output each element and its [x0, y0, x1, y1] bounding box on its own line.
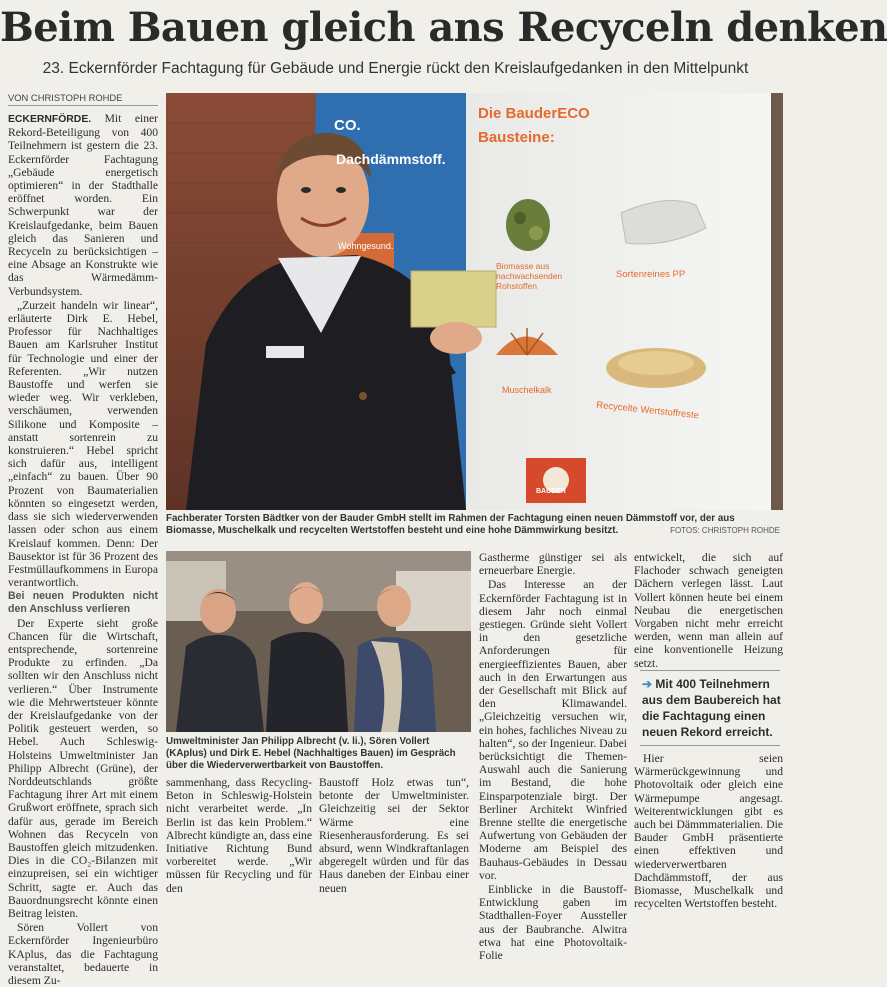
- section-subheading: Bei neuen Produkten nicht den Anschluss verlieren: [8, 590, 158, 615]
- small-photo-caption: Umweltminister Jan Philipp Albrecht (v. li.), Sören Vollert (KAplus) und Dirk E. Hebel (Nachhaltiges Bauen) im Gespräch über die Wiederverwertbarkeit von Baustoffen.: [166, 736, 456, 771]
- paragraph-3: Der Experte sieht große Chancen für die Wirtschaft, entsprechende, sortenreine Produkte zu erfinden. „Da sollten wir den Anschluss nicht verlieren.“ Über Instrumente wie die Mehrwertsteuer könnte der Kreislaufgedanke von der Politik gesteuert werden, so Hebel. Auch Schleswig-Holsteins Umweltminister Jan Philipp Albrecht (Grüne), der Norddeutschlands größte Fachtagung ihrer Art mit einem Grußwort eröffnete, sprach sich dafür aus, gerade im Bereich Wohnen das Recyceln von Baustoffen gleich mitzudenken. Dies in die CO₂-Bilanzen mit einzupreisen, sei ein wichtiger Schritt, sagte er. Auch das Bauordnungsrecht könnte einen Beitrag leisten.: [8, 616, 158, 920]
- product-badge: BAUDER: [536, 488, 566, 495]
- column-3-bottom-text: Baustoff Holz etwas tun“, betonte der Umweltminister. Gleichzeitig sei der Sektor Wärme eine Riesenherausforderung. Es sei absurd, wenn Windkraftanlagen abgeregelt würden und für das Haus daneben der Einbau einer neuen: [319, 776, 469, 895]
- board-item-biomasse: Biomasse aus nachwachsenden Rohstoffen: [496, 261, 563, 291]
- highlight-rule-top: [640, 670, 780, 671]
- highlight-text: Mit 400 Teilnehmern aus dem Baubereich hat die Fachtagung einen neuen Rekord erreicht.: [642, 677, 781, 739]
- banner-text-2: Dachdämmstoff.: [336, 151, 446, 167]
- arrow-right-icon: ➔: [642, 677, 653, 691]
- main-photo-caption: Fachberater Torsten Bädtker von der Bauder GmbH stellt im Rahmen der Fachtagung einen neuen Dämmstoff vor, der aus Biomasse, Muschelkalk und recycelten Wertstoffen besteht und eine hohe Dämmwirkung besitzt.: [166, 513, 735, 536]
- column-3-bottom: [319, 776, 469, 895]
- byline: VON CHRISTOPH ROHDE: [8, 92, 158, 106]
- column-3-top: Gastherme günstiger sei als erneuerbare Energie.: [479, 551, 627, 578]
- dateline: ECKERNFÖRDE.: [8, 114, 92, 125]
- paragraph-4: Sören Vollert von Eckernförder Ingenieurbüro KAplus, das die Fachtagung veranstaltet, bedauerte in diesem Zu-: [8, 921, 158, 987]
- paragraph-2: „Zurzeit handeln wir linear“, erläuterte Dirk E. Hebel, Professor für Nachhaltiges Bauen am Karlsruher Institut für Technologie und einer der Referenten. „Wir nutzen Baustoffe und werfen sie wieder weg. Wir verkleben, verschäumen, verwenden Silikone und Komposite – anstatt sortenrein zu konstruieren.“ Hebel spricht sich dafür aus, intelligent „einfach“ zu bauen. Über 90 Prozent von Baumaterialien könnten so eingesetzt werden, dass sie sich wiederverwenden lassen oder schon aus einem Kreislauf kommen. Denn: Der Bausektor ist für 36 Prozent des Festmüllaufkommens in Europa verantwortlich.: [8, 298, 158, 590]
- highlight-box: [642, 676, 782, 740]
- column-2: [166, 776, 312, 895]
- banner-text-1: CO.: [334, 117, 361, 134]
- photo-credit: FOTOS: CHRISTOPH ROHDE: [670, 526, 780, 535]
- column-2-text: sammenhang, dass Recycling-Beton in Schleswig-Holstein nicht verarbeitet werde. „In Berlin ist das kein Problem.“ Albrecht kündigte an, dass eine Initiative Richtung Bund vorbereitet werde. „Wir müssen für Recycling und für den: [166, 776, 312, 895]
- column-4-bottom: [634, 752, 783, 911]
- main-photo: [166, 93, 783, 510]
- column-1: [8, 112, 158, 987]
- board-item-muschelkalk: Muschelkalk: [502, 385, 552, 395]
- main-photo-illustration: [166, 93, 783, 510]
- board-item-pp: Sortenreines PP: [616, 269, 686, 280]
- column-4: [634, 551, 783, 670]
- paragraph-1-text: Mit einer Rekord-Beteiligung von 400 Teilnehmern ist gestern die 23. Eckernförder Fachtagung „Gebäude energetisch optimieren“ in der Stadthalle eröffnet worden. Ein Schwerpunkt war der Kreislaufgedanke, beim Bauen gleich das Sanieren und Recyceln zu berücksichtigen – eine Absage an Konstrukte wie das Wärmedämm-Verbundsystem.: [8, 112, 158, 298]
- small-photo: [166, 551, 471, 732]
- small-photo-illustration: [166, 551, 471, 732]
- column-3: [479, 551, 627, 963]
- column-4-paragraph-1: entwickelt, die sich auf Flachoder schwach geneigten Dächern verlegen lässt. Laut Vollert können heute bei einem Neubau die energetischen Vorgaben nicht mehr erreicht werden, wenn man allein auf eine konventionelle Heizung setzt.: [634, 551, 783, 670]
- headline: Beim Bauen gleich ans Recyceln denken: [0, 4, 887, 51]
- column-3-paragraph-2: Einblicke in die Baustoff-Entwicklung gaben im Stadthallen-Foyer Aussteller aus der Baubranche. Alwitra etwa hat eine Photovoltaik-Folie: [479, 883, 627, 963]
- subheadline: 23. Eckernförder Fachtagung für Gebäude und Energie rückt den Kreislaufgedanken in den Mittelpunkt: [42, 60, 749, 77]
- board-title-2: Bausteine:: [478, 129, 555, 146]
- column-4-paragraph-2: Hier seien Wärmerückgewinnung und Photovoltaik oder gleich eine Wärmepumpe angesagt. Weiterentwicklungen gibt es auch bei Dämmmaterialien. Die Bauder GmbH präsentierte einen effektiven und wiederverwertbaren Dachdämmstoff, der aus Biomasse, Muschelkalk und recycelten Wertstoffen besteht.: [634, 752, 783, 911]
- column-3-paragraph-1: Das Interesse an der Eckernförder Fachtagung ist in diesem Jahr noch einmal gestiegen. Gründe sieht Vollert in den gesetzliche Anforderungen für energieeffizientes Bauen, aber auch in den Erwartungen aus der Gesellschaft mit Blick auf den Klimawandel. „Gleichzeitig versuchen wir, ein hohes, fachliches Niveau zu halten“, so der Ingenieur. Dabei berücksichtigt die Themen-Auswahl auch die Sanierung im Bestand, die hohe Einsparpotenziale birgt. Der Berliner Architekt Winfried Brenne stellte die energetische Aufwertung von Gebäuden der Moderne am Beispiel des Bauhaus-Gebäudes in Dessau vor.: [479, 578, 627, 882]
- board-item-wertstoffreste: Recycelte Wertstoffreste: [595, 399, 700, 422]
- board-title-1: Die BauderECO: [478, 105, 590, 122]
- banner-text-3: Wohngesund.: [338, 241, 394, 251]
- paragraph-1: [8, 112, 158, 298]
- highlight-rule-bottom: [640, 745, 780, 746]
